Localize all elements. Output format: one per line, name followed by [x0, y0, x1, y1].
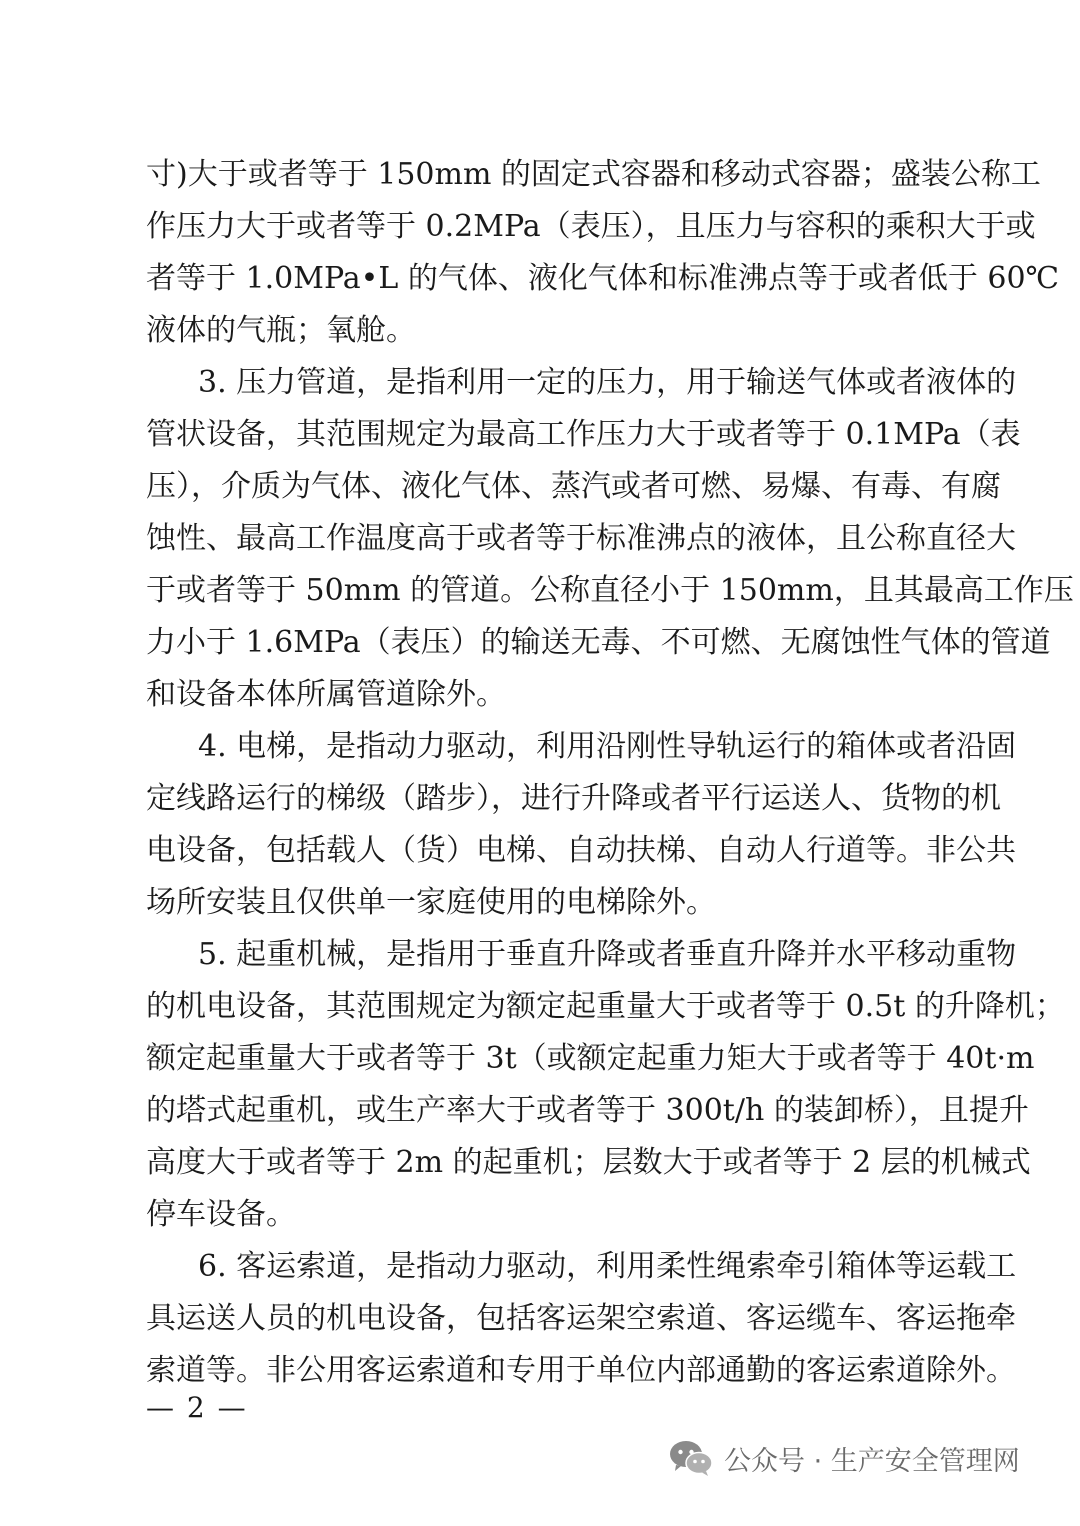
watermark-text: 公众号 · 生产安全管理网	[724, 1445, 1020, 1477]
text-line: 场所安装且仅供单一家庭使用的电梯除外。	[146, 885, 716, 920]
wechat-icon	[668, 1438, 714, 1478]
text-line: 者等于 1.0MPa•L 的气体、液化气体和标准沸点等于或者低于 60℃	[146, 261, 1060, 296]
text-line: 停车设备。	[146, 1197, 296, 1232]
text-line: 定线路运行的梯级（踏步），进行升降或者平行运送人、货物的机	[146, 781, 1001, 816]
text-line: 4. 电梯，是指动力驱动，利用沿刚性导轨运行的箱体或者沿固	[198, 729, 1017, 764]
text-line: 高度大于或者等于 2m 的起重机；层数大于或者等于 2 层的机械式	[146, 1145, 1031, 1180]
text-line: 5. 起重机械，是指用于垂直升降或者垂直升降并水平移动重物	[198, 937, 1017, 972]
text-line: 寸)大于或者等于 150mm 的固定式容器和移动式容器；盛装公称工	[146, 157, 1041, 192]
page-number: — 2 —	[146, 1391, 248, 1424]
text-line: 索道等。非公用客运索道和专用于单位内部通勤的客运索道除外。	[146, 1353, 1016, 1388]
text-line: 于或者等于 50mm 的管道。公称直径小于 150mm，且其最高工作压	[146, 573, 1074, 608]
text-line: 和设备本体所属管道除外。	[146, 677, 506, 712]
text-line: 的机电设备，其范围规定为额定起重量大于或者等于 0.5t 的升降机；	[146, 989, 1065, 1024]
text-line: 蚀性、最高工作温度高于或者等于标准沸点的液体，且公称直径大	[146, 521, 1016, 556]
text-line: 作压力大于或者等于 0.2MPa（表压），且压力与容积的乘积大于或	[146, 209, 1036, 244]
text-line: 液体的气瓶；氧舱。	[146, 313, 416, 348]
text-line: 管状设备，其范围规定为最高工作压力大于或者等于 0.1MPa（表	[146, 417, 1021, 452]
text-line: 额定起重量大于或者等于 3t（或额定起重力矩大于或者等于 40t·m	[146, 1041, 1035, 1076]
text-line: 6. 客运索道，是指动力驱动，利用柔性绳索牵引箱体等运载工	[198, 1249, 1017, 1284]
text-line: 具运送人员的机电设备，包括客运架空索道、客运缆车、客运拖牵	[146, 1301, 1016, 1336]
text-line: 的塔式起重机，或生产率大于或者等于 300t/h 的装卸桥），且提升	[146, 1093, 1029, 1128]
watermark	[668, 1432, 1020, 1484]
text-line: 力小于 1.6MPa（表压）的输送无毒、不可燃、无腐蚀性气体的管道	[146, 625, 1051, 660]
text-line: 压），介质为气体、液化气体、蒸汽或者可燃、易爆、有毒、有腐	[146, 469, 1001, 504]
text-line: 电设备，包括载人（货）电梯、自动扶梯、自动人行道等。非公共	[146, 833, 1016, 868]
text-line: 3. 压力管道，是指利用一定的压力，用于输送气体或者液体的	[198, 365, 1017, 400]
